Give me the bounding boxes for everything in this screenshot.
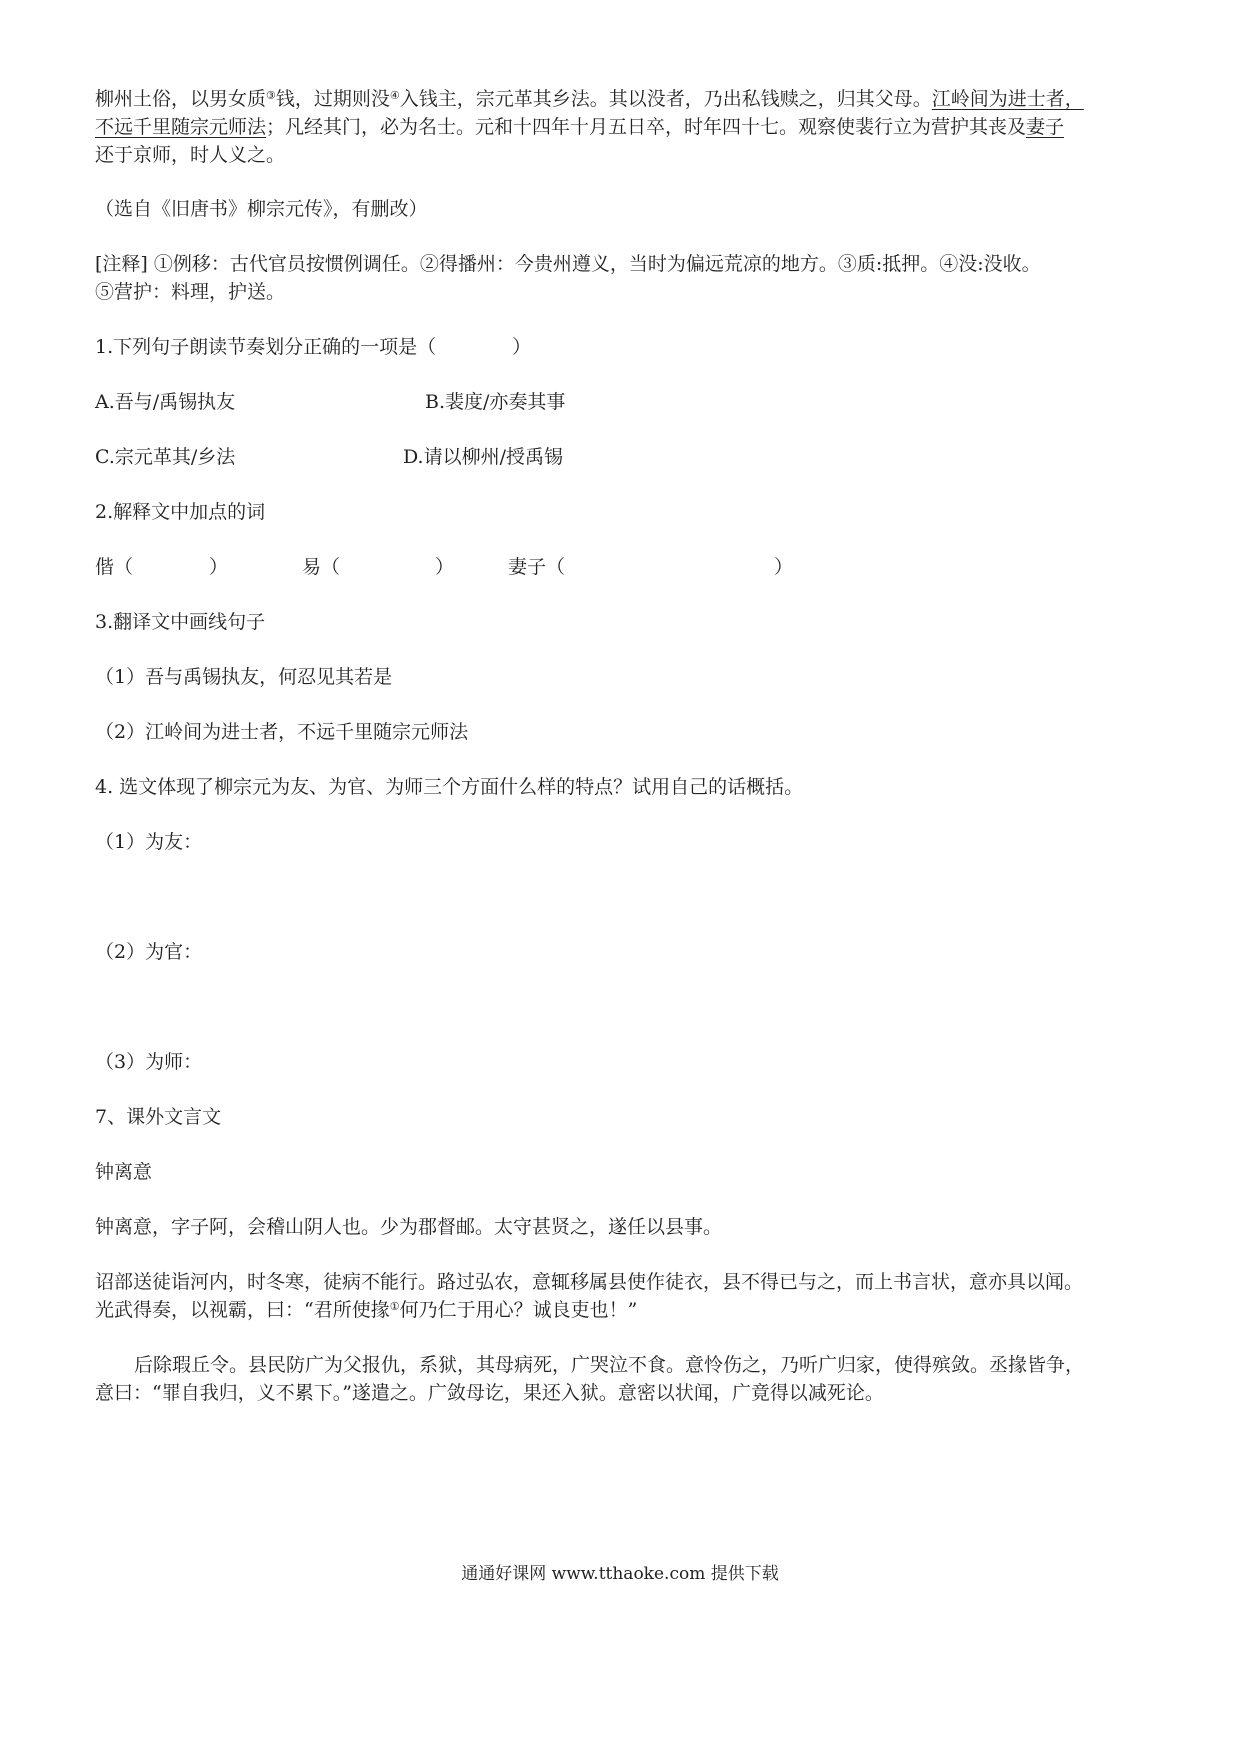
text: ；凡经其门，必为名士。元和十四年十月五日卒，时年四十七。观察使裴行立为营护其丧及 (266, 116, 1027, 138)
text: 何乃仁于用心？诚良吏也！” (399, 1299, 638, 1321)
notes-line-2: ⑤营护：料理，护送。 (95, 281, 286, 303)
underlined-text: 不远千里随宗元师法 (95, 116, 267, 138)
section-7-para-3-line-1: 后除瑕丘令。县民防广为父报仇，系狱，其母病死，广哭泣不食。意怜伤之，乃听广归家，使得殡敛。丞掾皆争， (134, 1354, 1085, 1376)
q4-stem: 4. 选文体现了柳宗元为友、为官、为师三个方面什么样的特点？试用自己的话概括。 (95, 776, 804, 798)
q1-option-b: B.裴度/亦奏其事 (425, 391, 566, 413)
source-citation: （选自《旧唐书》柳宗元传》，有删改） (95, 198, 428, 220)
q1-stem: 1.下列句子朗读节奏划分正确的一项是（ ） (95, 336, 532, 358)
text: 钱，过期则没 (275, 88, 390, 110)
notes-line-1: [注释] ①例移：古代官员按惯例调任。②得播州：今贵州遵义，当时为偏远荒凉的地方。③质:抵押。④没:没收。 (95, 253, 1041, 275)
section-7-title: 钟离意 (95, 1161, 153, 1183)
q1-option-a: A.吾与/禹锡执友 (95, 391, 236, 413)
underlined-text: 妻子 (1026, 116, 1065, 138)
q4-part-1: （1）为友： (95, 831, 203, 853)
section-7-para-2-line-2 (95, 1296, 637, 1324)
q2-word-2: 易（ ） (302, 556, 455, 578)
section-7-para-3-line-2: 意曰：“罪自我归，义不累下。”遂遣之。广敛母讫，果还入狱。意密以状闻，广竟得以减死论。 (95, 1382, 884, 1404)
passage-line-1 (95, 85, 1084, 113)
q1-option-c: C.宗元革其/乡法 (95, 446, 236, 468)
q2-word-1: 偕（ ） (95, 556, 229, 578)
q3-sentence-1: （1）吾与禹锡执友，何忍见其若是 (95, 666, 393, 688)
q4-part-2: （2）为官： (95, 941, 203, 963)
footnote-mark: ① (389, 1300, 400, 1313)
section-7-para-1: 钟离意，字子阿，会稽山阴人也。少为郡督邮。太守甚贤之，遂任以县事。 (95, 1216, 723, 1238)
q2-stem: 2.解释文中加点的词 (95, 501, 266, 523)
footnote-mark: ③ (266, 89, 276, 102)
section-7-para-2-line-1: 诏部送徒诣河内，时冬寒，徒病不能行。路过弘农，意辄移属县使作徒衣，县不得已与之，而上书言状，意亦具以闻。 (95, 1271, 1084, 1293)
text: 柳州土俗，以男女质 (95, 88, 267, 110)
q1-option-d: D.请以柳州/授禹锡 (403, 446, 563, 468)
text: 入钱主，宗元革其乡法。其以没者，乃出私钱赎之，归其父母。 (399, 88, 932, 110)
footnote-mark: ④ (389, 89, 400, 102)
text: 光武得奏，以视霸，曰：“君所使掾 (95, 1299, 390, 1321)
q4-part-3: （3）为师： (95, 1051, 203, 1073)
q3-stem: 3.翻译文中画线句子 (95, 611, 266, 633)
passage-line-2 (95, 113, 1064, 141)
page-footer: 通通好课网 www.tthaoke.com 提供下载 (461, 1564, 779, 1584)
q3-sentence-2: （2）江岭间为进士者，不远千里随宗元师法 (95, 721, 469, 743)
q2-word-3: 妻子（ ） (508, 556, 794, 578)
underlined-text: 江岭间为进士者， (931, 88, 1084, 110)
section-7-heading: 7、课外文言文 (95, 1106, 222, 1128)
passage-line-3: 还于京师，时人义之。 (95, 144, 286, 166)
